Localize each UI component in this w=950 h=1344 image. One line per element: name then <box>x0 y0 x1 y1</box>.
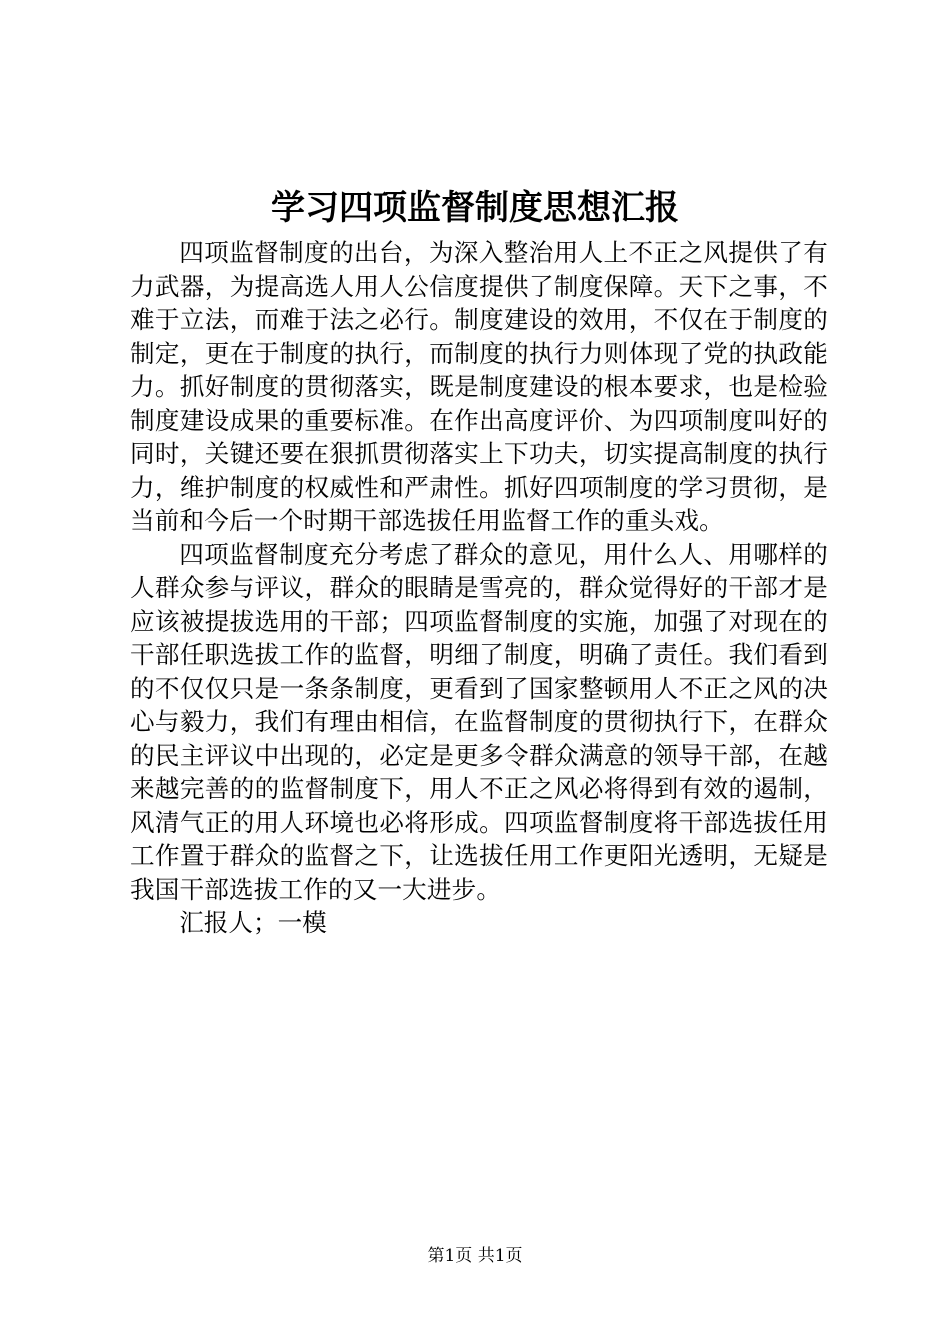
paragraph-2: 四项监督制度充分考虑了群众的意见，用什么人、用哪样的人群众参与评议，群众的眼睛是雪亮的，群众觉得好的干部才是应该被提拔选用的干部；四项监督制度的实施，加强了对现在的干部任职选拔工作的监督，明细了制度，明确了责任。我们看到的不仅仅只是一条条制度，更看到了国家整顿用人不正之风的决心与毅力，我们有理由相信，在监督制度的贯彻执行下，在群众的民主评议中出现的，必定是更多令群众满意的领导干部，在越来越完善的的监督制度下，用人不正之风必将得到有效的遏制，风清气正的用人环境也必将形成。四项监督制度将干部选拔任用工作置于群众的监督之下，让选拔任用工作更阳光透明，无疑是我国干部选拔工作的又一大进步。 <box>130 539 828 904</box>
document-title: 学习四项监督制度思想汇报 <box>271 188 679 228</box>
signature-line: 汇报人；一模 <box>179 908 327 937</box>
document-body <box>130 236 828 940</box>
page-footer: 第1页 共1页 <box>427 1246 523 1266</box>
paragraph-1: 四项监督制度的出台，为深入整治用人上不正之风提供了有力武器，为提高选人用人公信度提供了制度保障。天下之事，不难于立法，而难于法之必行。制度建设的效用，不仅在于制度的制定，更在于制度的执行，而制度的执行力则体现了党的执政能力。抓好制度的贯彻落实，既是制度建设的根本要求，也是检验制度建设成果的重要标准。在作出高度评价、为四项制度叫好的同时，关键还要在狠抓贯彻落实上下功夫，切实提高制度的执行力，维护制度的权威性和严肃性。抓好四项制度的学习贯彻，是当前和今后一个时期干部选拔任用监督工作的重头戏。 <box>130 238 828 535</box>
